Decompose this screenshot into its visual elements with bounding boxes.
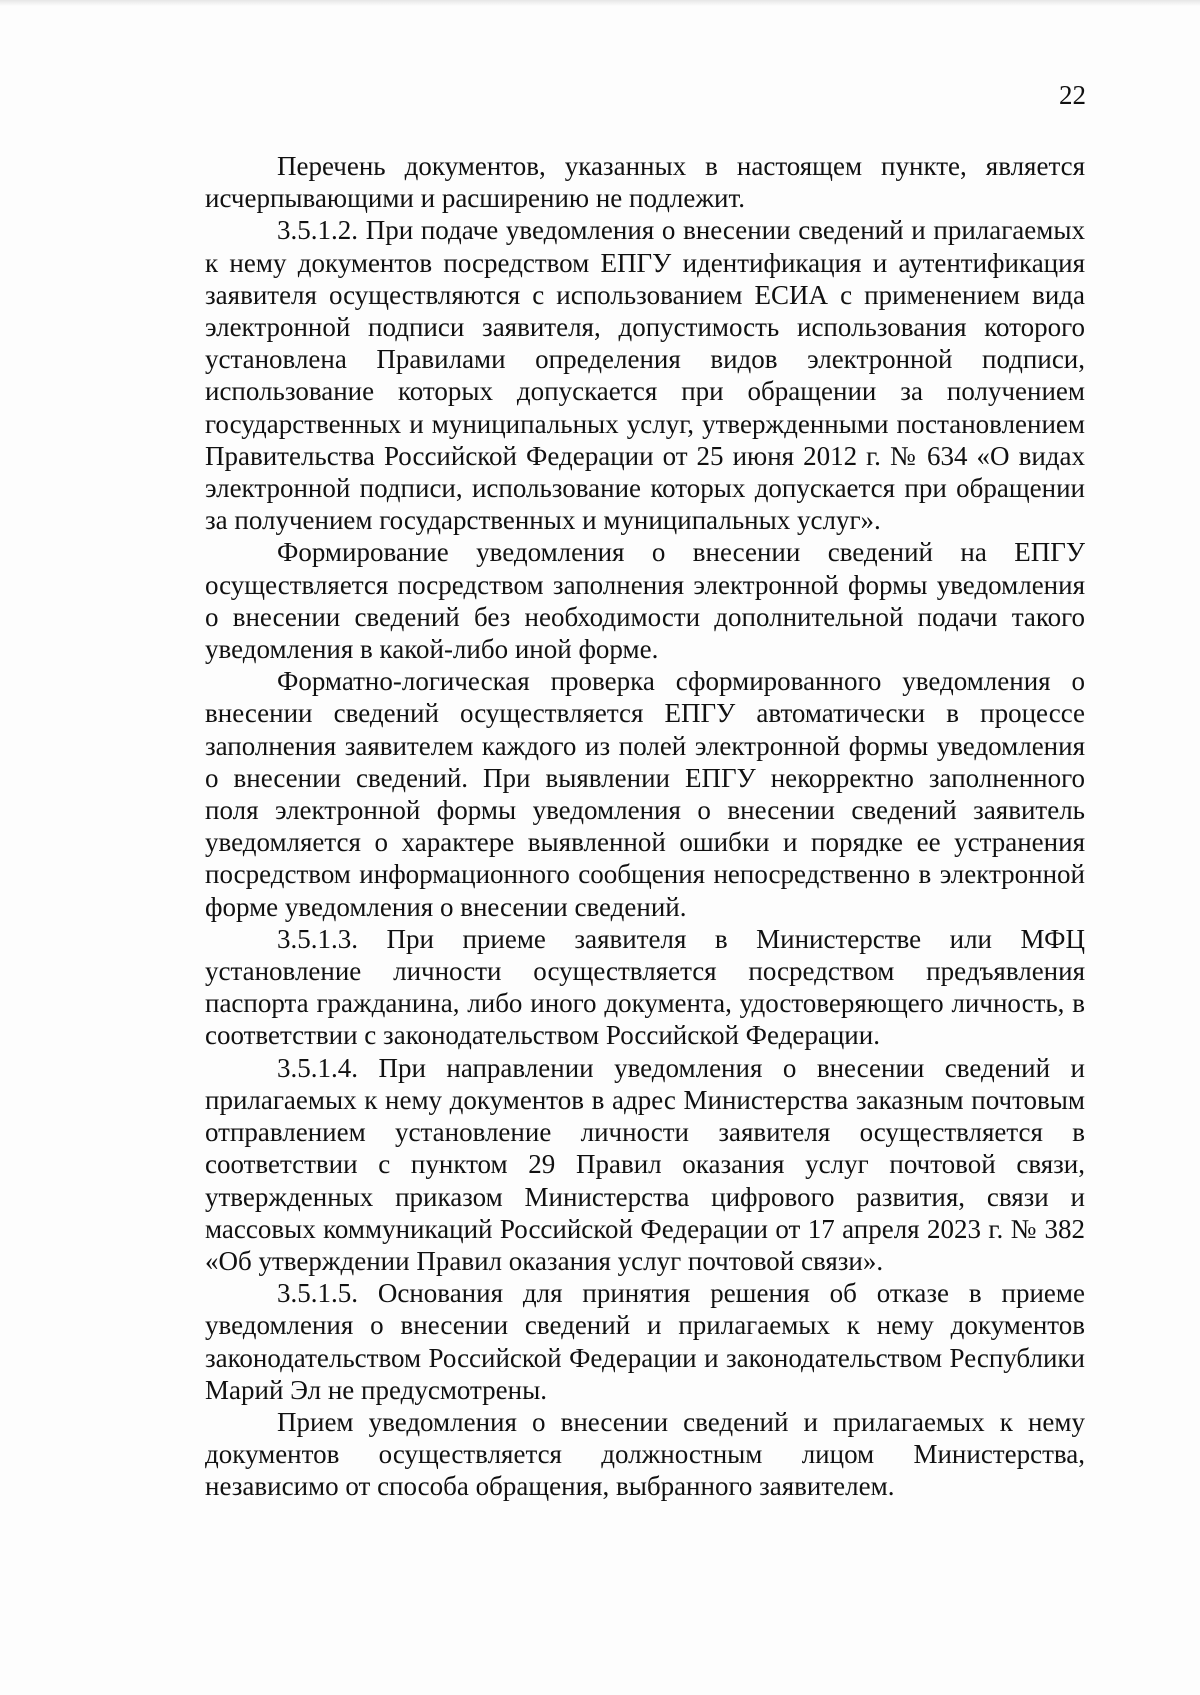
scan-top-edge bbox=[0, 0, 1200, 6]
paragraph-acceptance: Прием уведомления о внесении сведений и прилагаемых к нему документов осуществляется должностным лицом Министерства, независимо от способа обращения, выбранного заявителем. bbox=[205, 1406, 1085, 1502]
paragraph-3-5-1-5: 3.5.1.5. Основания для принятия решения об отказе в приеме уведомления о внесении сведений и прилагаемых к нему документов законодательством Российской Федерации и законодательством Республики Марий Эл не предусмотрены. bbox=[205, 1278, 1085, 1405]
document-body bbox=[205, 150, 1085, 1503]
paragraph-3-5-1-4: 3.5.1.4. При направлении уведомления о внесении сведений и прилагаемых к нему документов в адрес Министерства заказным почтовым отправлением установление личности заявителя осуществляется в соответствии с пунктом 29 Правил оказания услуг почтовой связи, утвержденных приказом Министерства цифрового развития, связи и массовых коммуникаций Российской Федерации от 17 апреля 2023 г. № 382 «Об утверждении Правил оказания услуг почтовой связи». bbox=[205, 1052, 1085, 1276]
page-number: 22 bbox=[1059, 80, 1086, 110]
paragraph-epgu-form: Формирование уведомления о внесении сведений на ЕПГУ осуществляется посредством заполнения электронной формы уведомления о внесении сведений без необходимости дополнительной подачи такого уведомления в какой-либо иной форме. bbox=[205, 537, 1085, 665]
paragraph-format-check: Форматно-логическая проверка сформированного уведомления о внесении сведений осуществляется ЕПГУ автоматически в процессе заполнения заявителем каждого из полей электронной формы уведомления о внесении сведений. При выявлении ЕПГУ некорректно заполненного поля электронной формы уведомления о внесении сведений заявитель уведомляется о характере выявленной ошибки и порядке ее устранения посредством информационного сообщения непосредственно в электронной форме уведомления о внесении сведений. bbox=[205, 666, 1085, 922]
paragraph-3-5-1-3: 3.5.1.3. При приеме заявителя в Министерстве или МФЦ установление личности осуществляется посредством предъявления паспорта гражданина, либо иного документа, удостоверяющего личность, в соответствии с законодательством Российской Федерации. bbox=[205, 923, 1085, 1051]
paragraph-3-5-1-2: 3.5.1.2. При подаче уведомления о внесении сведений и прилагаемых к нему документов посредством ЕПГУ идентификация и аутентификация заявителя осуществляются с использованием ЕСИА с применением вида электронной подписи заявителя, допустимость использования которого установлена Правилами определения видов электронной подписи, использование которых допускается при обращении за получением государственных и муниципальных услуг, утвержденными постановлением Правительства Российской Федерации от 25 июня 2012 г. № 634 «О видах электронной подписи, использование которых допускается при обращении за получением государственных и муниципальных услуг». bbox=[205, 215, 1085, 536]
paragraph-document-list-note: Перечень документов, указанных в настоящем пункте, является исчерпывающими и расширению не подлежит. bbox=[205, 151, 1085, 214]
